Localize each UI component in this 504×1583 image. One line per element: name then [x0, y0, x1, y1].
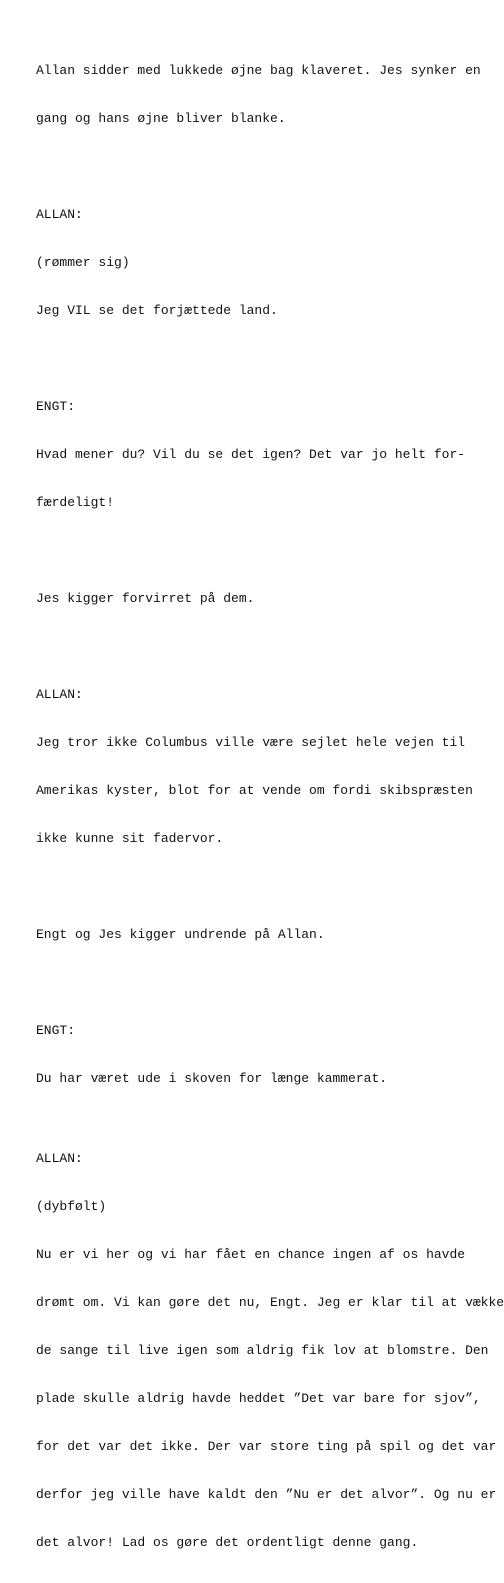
dialogue-block-allan	[36, 1119, 504, 1583]
character-name: ENGT:	[36, 1023, 76, 1038]
dialogue-line: for det var det ikke. Der var store ting på spil og det var	[36, 1439, 497, 1454]
dialogue-line: drømt om. Vi kan gøre det nu, Engt. Jeg er klar til at vække	[36, 1295, 504, 1310]
dialogue-line: de sange til live igen som aldrig fik lov at blomstre. Den	[36, 1343, 489, 1358]
action-line: gang og hans øjne bliver blanke.	[36, 111, 286, 126]
dialogue-block-engt	[36, 991, 504, 1119]
dialogue-line: Jeg VIL se det forjættede land.	[36, 303, 278, 318]
action-line: Allan sidder med lukkede øjne bag klaveret. Jes synker en	[36, 63, 481, 78]
dialogue-line: Jeg tror ikke Columbus ville være sejlet hele vejen til	[36, 735, 466, 750]
dialogue-line: Du har været ude i skoven for længe kammerat.	[36, 1071, 388, 1086]
action-block	[36, 559, 504, 639]
dialogue-block-allan	[36, 175, 504, 351]
dialogue-block-allan	[36, 655, 504, 879]
dialogue-line: plade skulle aldrig havde heddet ”Det var bare for sjov”,	[36, 1391, 481, 1406]
dialogue-line: ikke kunne sit fadervor.	[36, 831, 224, 846]
action-line: Jes kigger forvirret på dem.	[36, 591, 255, 606]
parenthetical: (dybfølt)	[36, 1199, 107, 1214]
dialogue-block-engt	[36, 367, 504, 543]
character-name: ALLAN:	[36, 207, 83, 222]
character-name: ALLAN:	[36, 687, 83, 702]
dialogue-line: Hvad mener du? Vil du se det igen? Det var jo helt for-	[36, 447, 466, 462]
screenplay-text	[36, 31, 504, 1583]
action-line: Engt og Jes kigger undrende på Allan.	[36, 927, 325, 942]
action-block	[36, 31, 504, 159]
action-block	[36, 895, 504, 975]
dialogue-line: derfor jeg ville have kaldt den ”Nu er det alvor”. Og nu er	[36, 1487, 497, 1502]
parenthetical: (rømmer sig)	[36, 255, 130, 270]
dialogue-line: Amerikas kyster, blot for at vende om fordi skibspræsten	[36, 783, 473, 798]
dialogue-line: Nu er vi her og vi har fået en chance ingen af os havde	[36, 1247, 466, 1262]
character-name: ALLAN:	[36, 1151, 83, 1166]
character-name: ENGT:	[36, 399, 76, 414]
dialogue-line: færdeligt!	[36, 495, 115, 510]
dialogue-line: det alvor! Lad os gøre det ordentligt denne gang.	[36, 1535, 419, 1550]
